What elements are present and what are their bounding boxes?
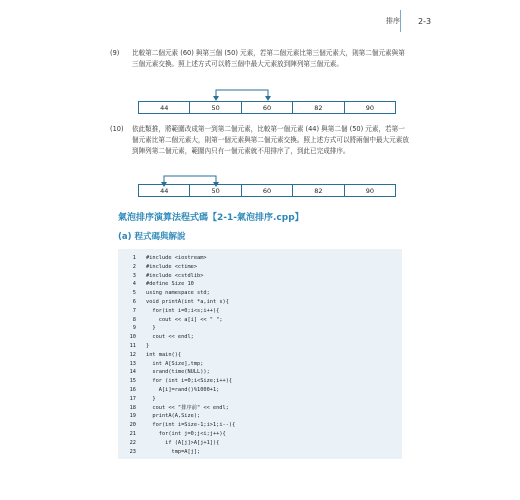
array-cell: 90 <box>365 103 374 112</box>
code-text: #include <cstdlib> <box>146 272 204 279</box>
array-step-10 <box>138 184 396 197</box>
line-number: 21 <box>129 431 136 437</box>
array-cell: 44 <box>139 102 190 113</box>
code-text: cout << endl; <box>146 334 194 341</box>
line-number: 18 <box>129 404 136 411</box>
code-text: int A[Size],tmp; <box>146 360 204 367</box>
code-text: srand(time(NULL)); <box>146 369 210 376</box>
line-number: 2 <box>132 263 136 270</box>
code-listing <box>118 249 402 459</box>
array-cell: 60 <box>242 185 293 196</box>
line-number: 16 <box>129 387 136 393</box>
code-text: for(int i=0;i<s;i++){ <box>146 307 220 314</box>
line-number: 3 <box>132 272 136 279</box>
code-text: printA(A,Size); <box>146 413 201 420</box>
line-number: 9 <box>132 325 136 332</box>
code-text: if (A[j]>A[j+1]){ <box>146 439 220 446</box>
line-number: 5 <box>132 290 136 297</box>
line-number: 4 <box>132 281 136 288</box>
code-text: #include <iostream> <box>146 255 207 261</box>
code-text: for(int j=0;j<i;j++){ <box>146 431 226 437</box>
code-text: #define Size 10 <box>146 281 194 288</box>
code-text: int main(){ <box>146 351 182 358</box>
page-number: 2-3 <box>418 16 432 26</box>
code-text: A[i]=rand()%1000+1; <box>146 387 220 393</box>
line-number: 12 <box>129 351 136 358</box>
line-number: 7 <box>132 307 136 314</box>
chapter-title: 排序 <box>386 17 400 25</box>
step-9-index: (9) <box>110 49 120 57</box>
line-number: 19 <box>129 413 136 420</box>
line-number: 23 <box>129 448 136 455</box>
line-number: 22 <box>129 439 136 446</box>
code-text: cout << a[i] << " "; <box>146 316 223 323</box>
code-text: for (int i=0;i<Size;i++){ <box>146 378 233 385</box>
line-number: 10 <box>129 334 136 341</box>
array-cell: 60 <box>242 102 293 113</box>
code-text: for(int i=Size-1;i>1;i--){ <box>146 422 236 429</box>
sub-title: (a) 程式碼與解說 <box>118 232 186 242</box>
line-number: 20 <box>129 422 136 429</box>
line-number: 1 <box>132 255 136 261</box>
line-number: 14 <box>129 369 136 376</box>
code-text: cout << "排序前" << endl; <box>146 404 229 411</box>
code-text: void printA(int *a,int s){ <box>146 299 229 305</box>
array-cell: 82 <box>293 102 344 113</box>
section-title: 氣泡排序演算法程式碼【2-1-氣泡排序.cpp】 <box>118 213 304 223</box>
code-text: #include <ctime> <box>146 263 198 270</box>
step-10-index: (10) <box>110 125 124 133</box>
line-number: 6 <box>132 299 136 305</box>
code-text: using namespace std; <box>146 290 210 297</box>
array-cell: 50 <box>190 185 241 196</box>
array-cell: 44 <box>139 185 190 196</box>
array-cell: 82 <box>293 185 344 196</box>
line-number: 15 <box>129 378 136 385</box>
array-step-9 <box>138 101 396 114</box>
code-text: tmp=A[j]; <box>146 448 201 455</box>
step-10-text: 依此類推，將範圍改成第一到第二個元素，比較第一個元素 (44) 與第二個 (50) 元素，若第一個元素比第二個元素大，則第一個元素與第二個元素交換。照上述方式可以將兩個中最大元素放到陣列第二個元素，範圍內只有一個元素就不用排序了，到此已完成排序。 <box>132 125 409 155</box>
line-number: 13 <box>129 360 136 367</box>
line-number: 11 <box>129 343 136 349</box>
code-text: } <box>146 395 156 402</box>
array-cell: 50 <box>190 102 241 113</box>
code-text: } <box>146 325 156 332</box>
code-text: } <box>146 343 150 349</box>
line-number: 17 <box>129 395 136 402</box>
step-10-paragraph <box>110 124 410 157</box>
array-cell: 90 <box>365 186 374 195</box>
line-number: 8 <box>132 316 136 323</box>
step-9-text: 比較第二個元素 (60) 與第三個 (50) 元素，若第二個元素比第三個元素大，則第二個元素與第三個元素交換。照上述方式可以將三個中最大元素放到陣列第三個元素。 <box>132 49 405 68</box>
